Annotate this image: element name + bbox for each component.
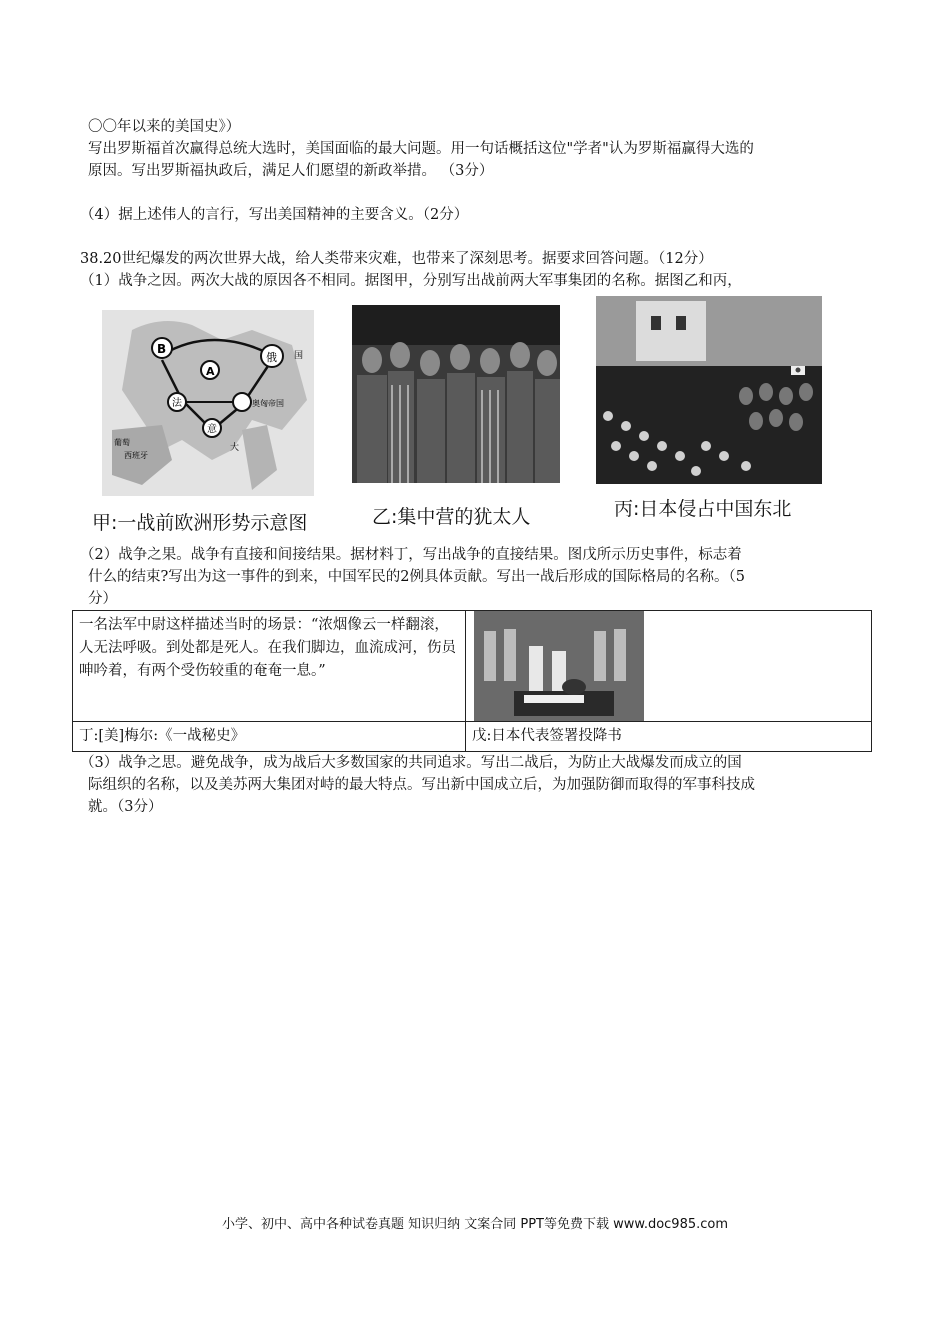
map-caption: 甲:一战前欧洲形势示意图 [92,512,308,534]
surrender-caption: 戊:日本代表签署投降书 [466,722,872,752]
page-footer: 小学、初中、高中各种试卷真题 知识归纳 文案合同 PPT等免费下载 www.doc985.com [221,1217,729,1232]
text-line: 写出罗斯福首次赢得总统大选时，美国面临的最大问题。用一句话概括这位"学者"认为罗斯福赢得大选的 [88,141,754,157]
map-label-austria-hungary: 奥匈帝国 [252,399,284,408]
question-38-title: 38.20世纪爆发的两次世界大战，给人类带来灾难，也带来了深刻思考。据要求回答问题。（12分） [80,251,713,267]
question-2: 分） [88,591,117,607]
map-label-b: B [157,342,167,356]
surrender-photo [474,611,644,721]
map-label-spain: 西班牙 [124,451,148,460]
question-38-part1: （1）战争之因。两次大战的原因各不相同。据图甲，分别写出战前两大军事集团的名称。据图乙和丙， [80,273,742,289]
japan-caption: 丙:日本侵占中国东北 [614,498,792,520]
question-3: 际组织的名称，以及美苏两大集团对峙的最大特点。写出新中国成立后，为加强防御而取得的军事科技成 [88,777,755,793]
question-3: 就。（3分） [88,799,163,815]
question-2: 什么的结束?写出为这一事件的到来，中国军民的2例具体贡献。写出一战后形成的国际格局的名称。（5 [88,569,745,585]
map-label-a: A [206,365,215,378]
material-quote: 一名法军中尉这样描述当时的场景：“浓烟像云一样翻滚，人无法呼吸。到处都是死人。在我们脚边，血流成河，伤员呻吟着，有两个受伤较重的奄奄一息。” [73,611,466,722]
concentration-camp-photo [352,305,560,483]
text-line: 〇〇年以来的美国史》） [88,119,241,135]
material-table [72,610,872,752]
europe-map-figure [102,310,314,496]
surrender-photo-cell [466,611,872,722]
text-line: 原因。写出罗斯福执政后，满足人们愿望的新政举措。 （3分） [88,163,494,179]
material-source: 丁:[美]梅尔:《一战秘史》 [73,722,466,752]
question-4: （4）据上述伟人的言行，写出美国精神的主要含义。（2分） [80,207,469,223]
question-3: （3）战争之思。避免战争，成为战后大多数国家的共同追求。写出二战后，为防止大战爆发而成立的国 [80,755,742,771]
map-label-russia: 俄 [266,351,277,364]
map-label-italy: 意 [207,424,217,435]
map-label-portugal: 葡萄 [114,438,130,447]
japan-troops-photo [596,296,822,484]
map-label-guo: 国 [294,351,304,361]
camp-caption: 乙:集中营的犹太人 [372,506,531,528]
question-2: （2）战争之果。战争有直接和间接结果。据材料丁，写出战争的直接结果。图戊所示历史事件，标志着 [80,547,742,563]
map-label-france: 法 [172,398,182,409]
map-label-da: 大 [230,443,240,453]
